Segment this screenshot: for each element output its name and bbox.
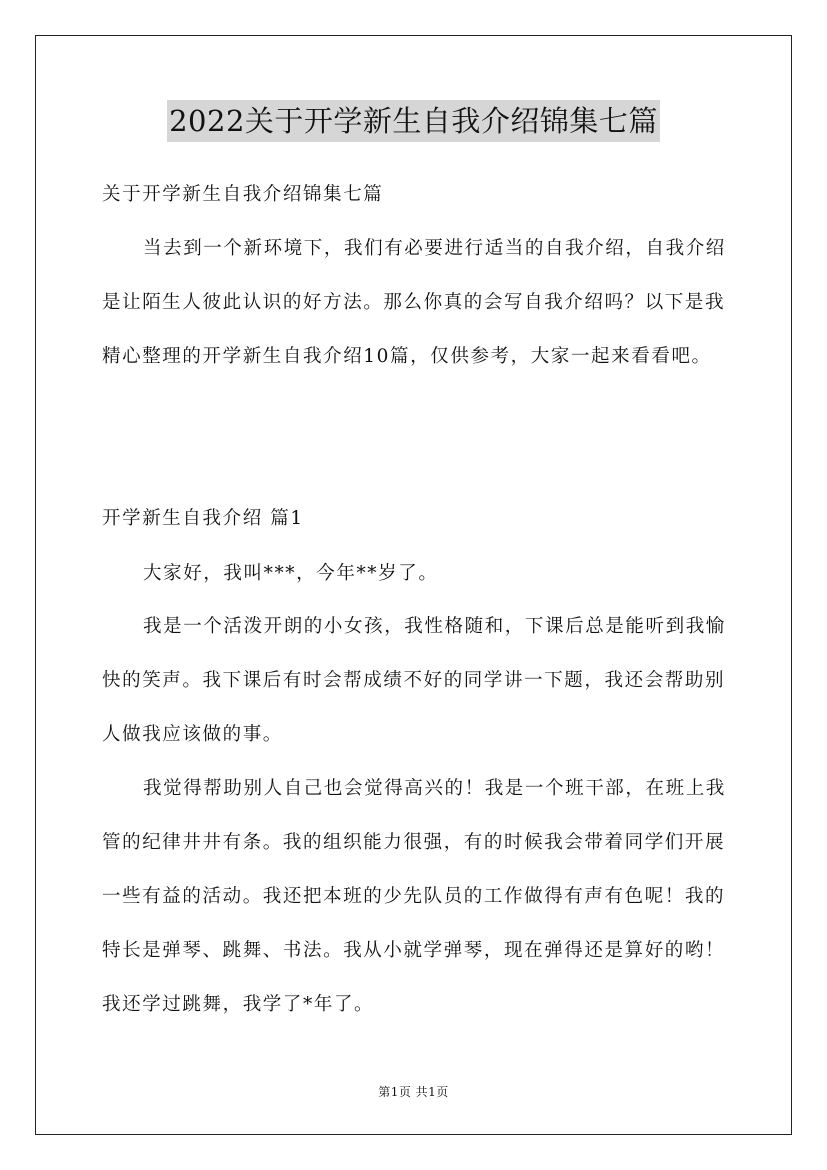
body-paragraph-3: 我觉得帮助别人自己也会觉得高兴的！我是一个班干部，在班上我管的纪律井井有条。我的组织能力很强，有的时候我会带着同学们开展一些有益的活动。我还把本班的少先队员的工作做得有声有色呢！我的特长是弹琴、跳舞、书法。我从小就学弹琴，现在弹得还是算好的哟！我还学过跳舞，我学了*年了。 (102, 778, 726, 1015)
page-footer: 第1页 共1页 (378, 1085, 449, 1099)
body-paragraph-2: 我是一个活泼开朗的小女孩，我性格随和，下课后总是能听到我愉快的笑声。我下课后有时会帮成绩不好的同学讲一下题，我还会帮助别人做我应该做的事。 (102, 616, 726, 745)
body-paragraph-1: 大家好，我叫***，今年**岁了。 (143, 563, 439, 584)
document-title: 2022关于开学新生自我介绍锦集七篇 (167, 100, 660, 142)
title-container (0, 100, 827, 142)
intro-paragraph: 当去到一个新环境下，我们有必要进行适当的自我介绍，自我介绍是让陌生人彼此认识的好方法。那么你真的会写自我介绍吗？以下是我精心整理的开学新生自我介绍10篇，仅供参考，大家一起来看看吧。 (102, 238, 726, 367)
document-subtitle: 关于开学新生自我介绍锦集七篇 (102, 184, 384, 205)
section-heading: 开学新生自我介绍 篇1 (102, 508, 304, 529)
